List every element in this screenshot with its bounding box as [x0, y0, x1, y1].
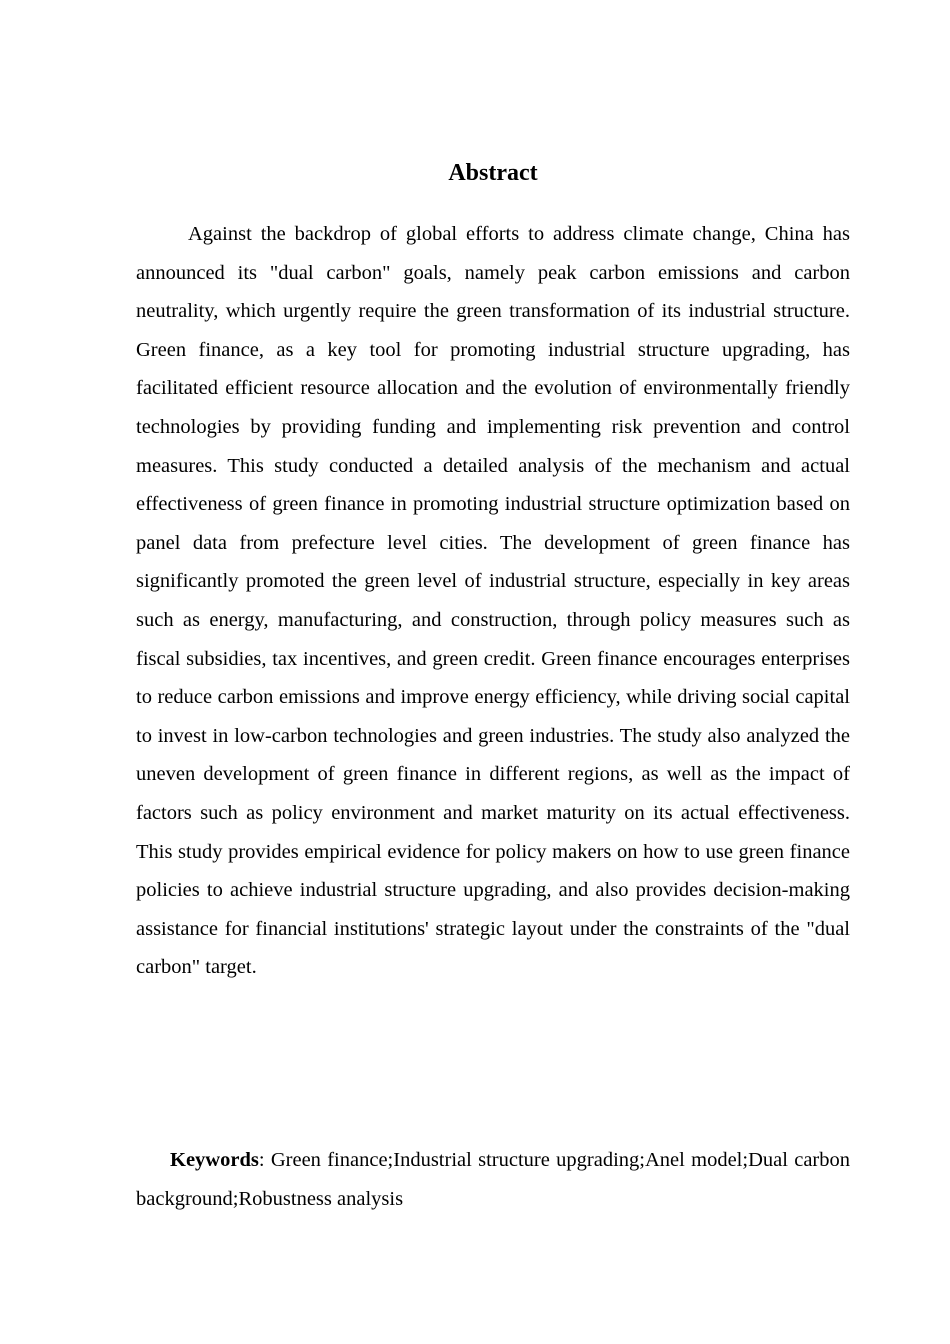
keywords-text: Green finance;Industrial structure upgrading;Anel model;Dual carbon background;Robustness analysis	[136, 1149, 850, 1210]
keywords-paragraph	[136, 1141, 850, 1218]
abstract-paragraph: Against the backdrop of global efforts to address climate change, China has announced its "dual carbon" goals, namely peak carbon emissions and carbon neutrality, which urgently require the green transformation of its industrial structure. Green finance, as a key tool for promoting industrial structure upgrading, has facilitated efficient resource allocation and the evolution of environmentally friendly technologies by providing funding and implementing risk prevention and control measures. This study conducted a detailed analysis of the mechanism and actual effectiveness of green finance in promoting industrial structure optimization based on panel data from prefecture level cities. The development of green finance has significantly promoted the green level of industrial structure, especially in key areas such as energy, manufacturing, and construction, through policy measures such as fiscal subsidies, tax incentives, and green credit. Green finance encourages enterprises to reduce carbon emissions and improve energy efficiency, while driving social capital to invest in low-carbon technologies and green industries. The study also analyzed the uneven development of green finance in different regions, as well as the impact of factors such as policy environment and market maturity on its actual effectiveness. This study provides empirical evidence for policy makers on how to use green finance policies to achieve industrial structure upgrading, and also provides decision-making assistance for financial institutions' strategic layout under the constraints of the "dual carbon" target.	[136, 223, 850, 979]
keywords-separator: :	[258, 1149, 271, 1171]
keywords-label: Keywords	[170, 1149, 259, 1171]
abstract-title: Abstract	[448, 160, 538, 186]
